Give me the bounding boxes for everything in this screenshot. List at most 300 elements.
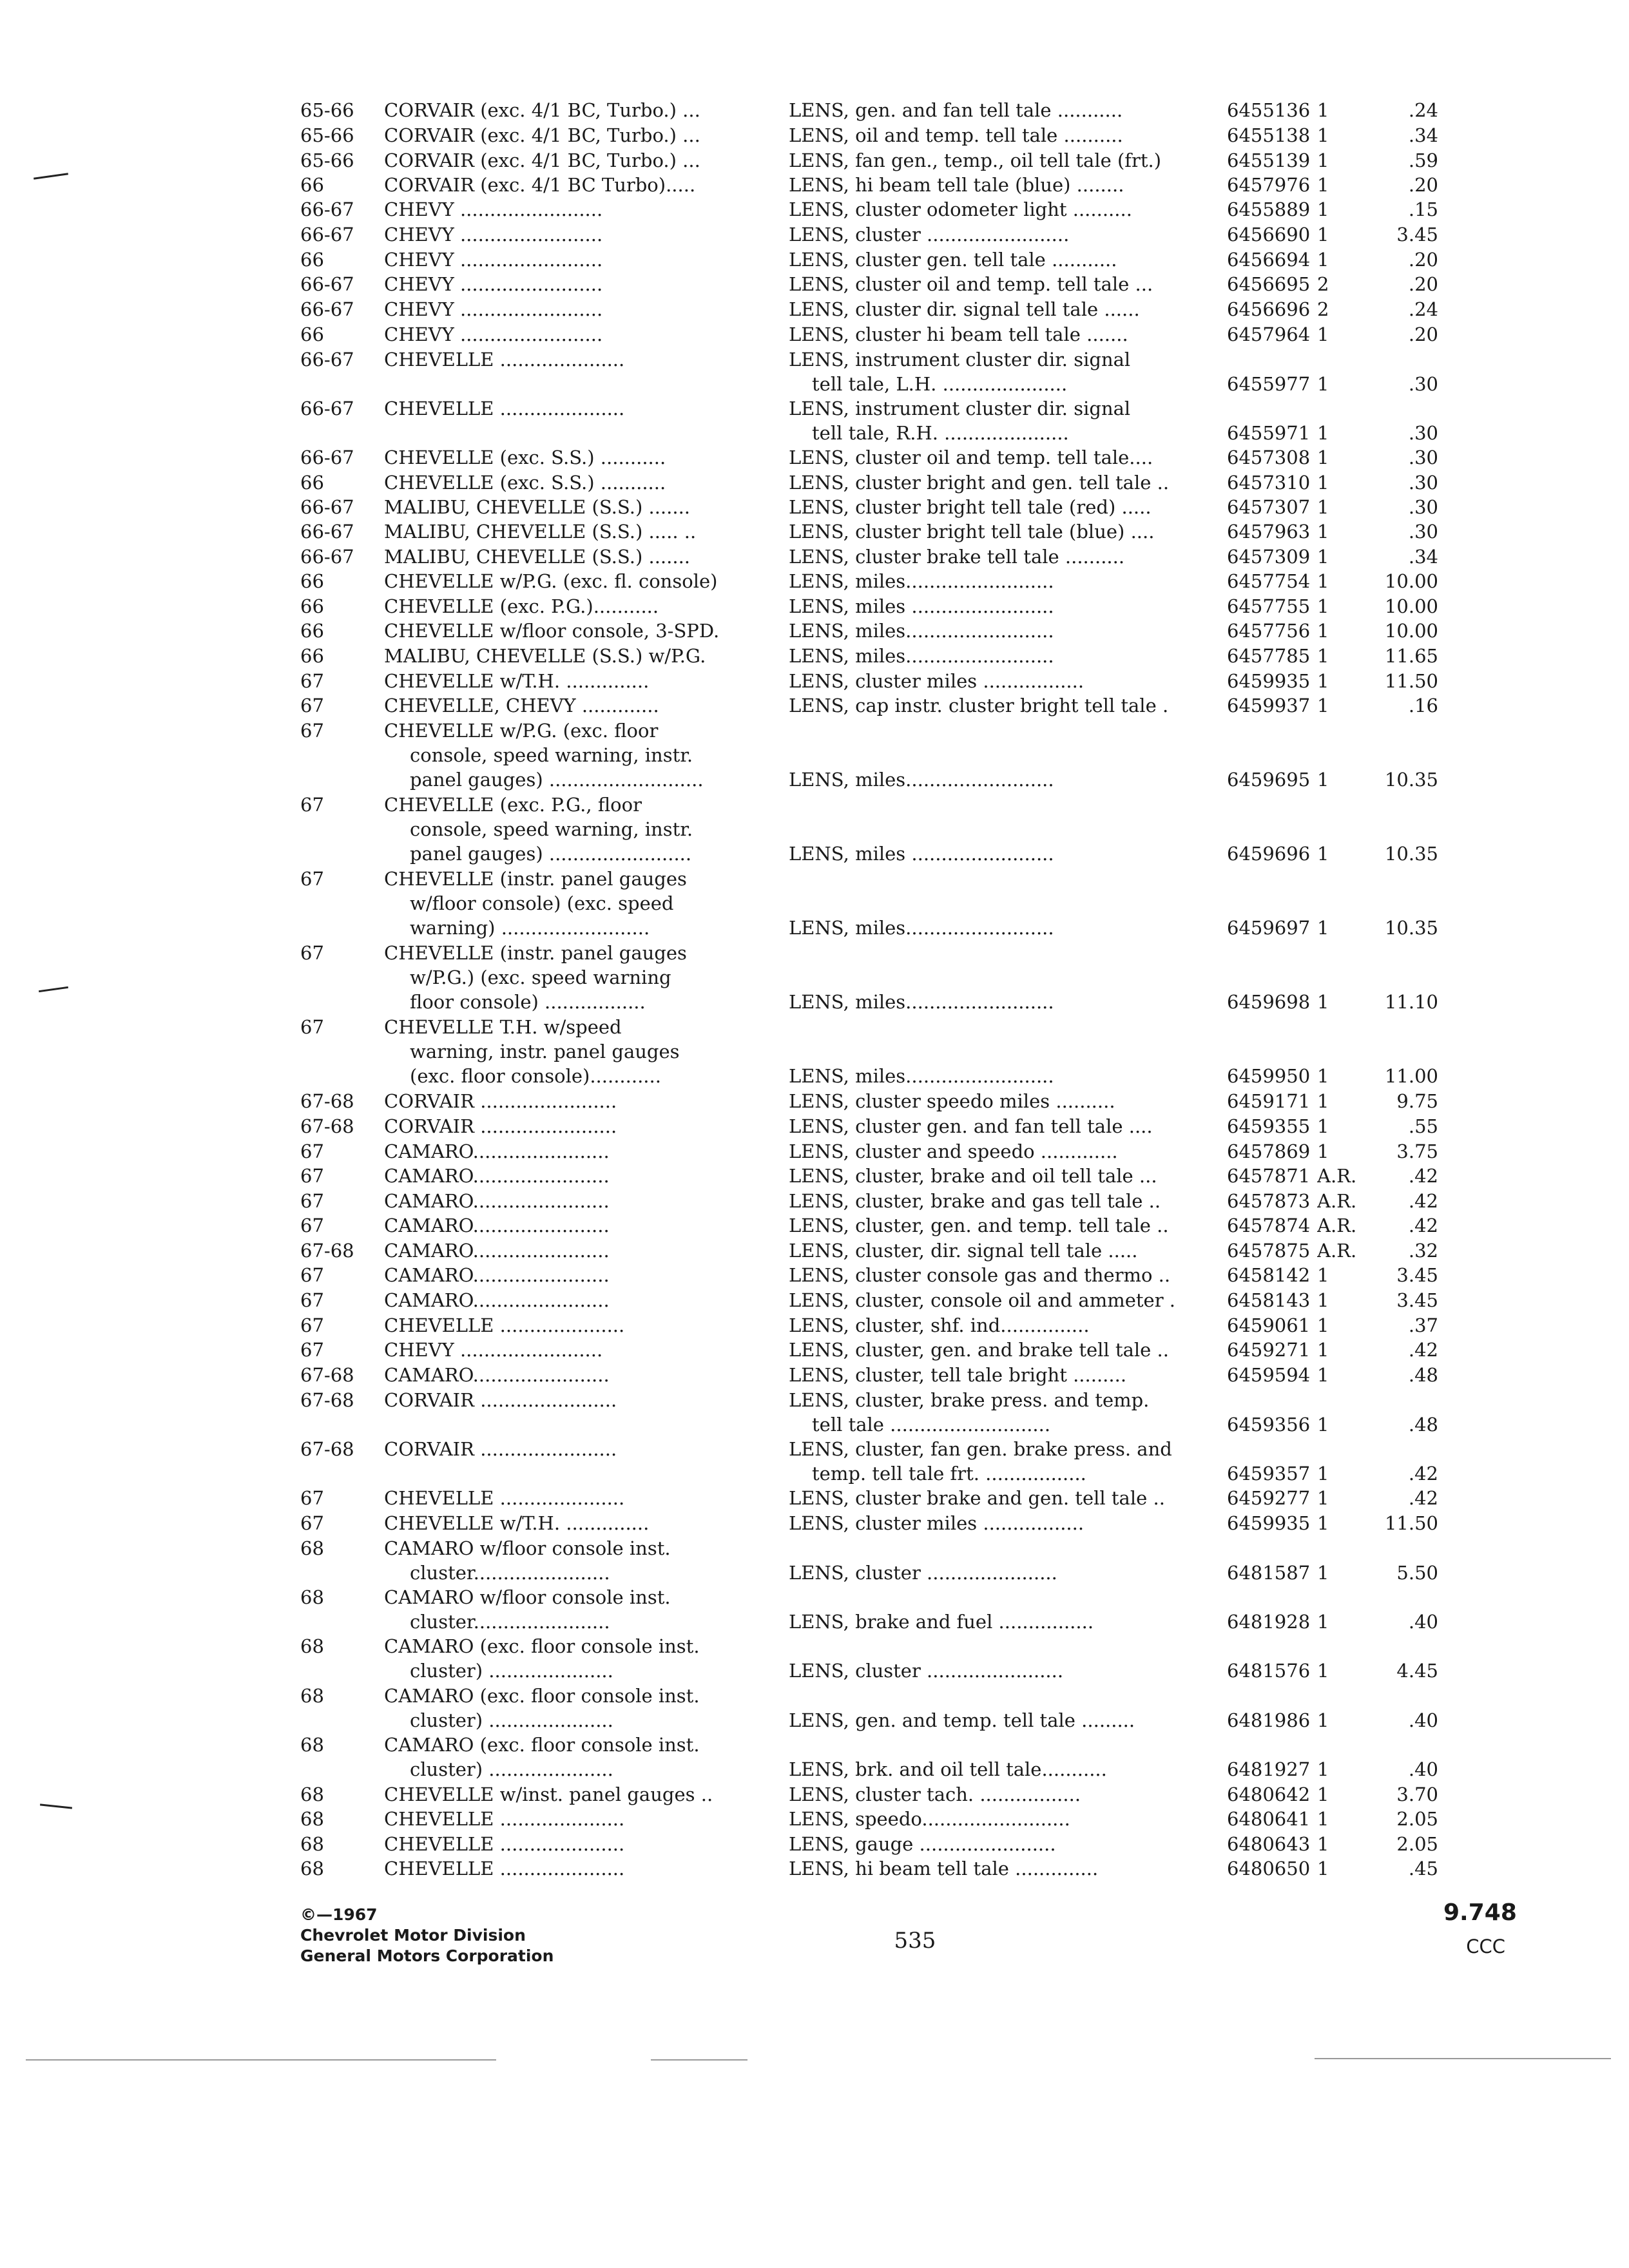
- model-year: 68: [300, 1833, 324, 1855]
- model-description: CHEVELLE w/T.H. ..............: [384, 1512, 650, 1534]
- price: .20: [1408, 174, 1438, 196]
- part-description: LENS, cluster, brake press. and temp.: [789, 1389, 1150, 1411]
- price: 4.45: [1396, 1660, 1438, 1682]
- price: 3.75: [1396, 1140, 1438, 1162]
- model-year: 68: [300, 1635, 324, 1657]
- model-description: CAMARO.......................: [384, 1215, 610, 1236]
- model-year: 67-68: [300, 1115, 354, 1137]
- quantity: 1: [1317, 1660, 1329, 1682]
- table-row: [0, 148, 1629, 173]
- quantity: 2: [1317, 273, 1329, 295]
- part-number: 6457976: [1227, 174, 1311, 196]
- corporation-text: General Motors Corporation: [300, 1946, 554, 1965]
- model-description: CHEVELLE .....................: [384, 1314, 625, 1336]
- model-description: CAMARO.......................: [384, 1264, 610, 1286]
- quantity: 1: [1317, 1833, 1329, 1855]
- price: 10.00: [1384, 570, 1438, 592]
- model-description: CHEVY ........................: [384, 273, 603, 295]
- quantity: 1: [1317, 546, 1329, 568]
- model-year: 67: [300, 942, 324, 964]
- model-year: 66: [300, 249, 324, 271]
- part-number: 6459061: [1227, 1314, 1311, 1336]
- model-description: CHEVELLE .....................: [384, 1808, 625, 1830]
- model-description: MALIBU, CHEVELLE (S.S.) w/P.G.: [384, 645, 706, 667]
- part-number: 6481928: [1227, 1611, 1311, 1633]
- model-description: CHEVELLE w/floor console, 3-SPD.: [384, 620, 720, 642]
- part-description: LENS, instrument cluster dir. signal: [789, 398, 1131, 419]
- quantity: 1: [1317, 521, 1329, 543]
- table-row: [0, 569, 1629, 593]
- part-description: LENS, instrument cluster dir. signal: [789, 349, 1131, 370]
- part-number: 6457307: [1227, 496, 1311, 518]
- model-year: 66: [300, 323, 324, 345]
- part-description: LENS, cluster speedo miles ..........: [789, 1090, 1115, 1112]
- model-description: CORVAIR (exc. 4/1 BC, Turbo.) ...: [384, 99, 700, 121]
- part-description: LENS, gauge .......................: [789, 1833, 1056, 1855]
- model-year: 68: [300, 1808, 324, 1830]
- model-year: 67-68: [300, 1240, 354, 1262]
- model-description: CHEVY ........................: [384, 249, 603, 271]
- part-number: 6480642: [1227, 1783, 1311, 1805]
- model-description: CHEVELLE (exc. S.S.) ...........: [384, 447, 666, 468]
- table-row: [0, 793, 1629, 866]
- table-row: [0, 1015, 1629, 1088]
- part-number: 6457963: [1227, 521, 1311, 543]
- model-year: 67: [300, 1215, 324, 1236]
- part-description: LENS, cluster gen. and fan tell tale ....: [789, 1115, 1153, 1137]
- model-year: 66: [300, 595, 324, 617]
- table-row: [0, 1782, 1629, 1807]
- part-number: 6459937: [1227, 695, 1311, 716]
- model-description: CHEVY ........................: [384, 1339, 603, 1361]
- part-number: 6457785: [1227, 645, 1311, 667]
- part-number: 6459935: [1227, 1512, 1311, 1534]
- part-description: LENS, brk. and oil tell tale...........: [789, 1758, 1107, 1780]
- part-number: 6457309: [1227, 546, 1311, 568]
- table-row: [0, 445, 1629, 470]
- part-description: LENS, cluster, gen. and temp. tell tale ..: [789, 1215, 1169, 1236]
- bottom-rule-mid: [651, 2059, 747, 2061]
- table-row: [0, 1238, 1629, 1263]
- price: .15: [1408, 198, 1438, 220]
- quantity: 1: [1317, 1115, 1329, 1137]
- table-row: [0, 347, 1629, 396]
- model-description: CAMARO.......................: [384, 1140, 610, 1162]
- part-description: LENS, miles.........................: [789, 570, 1054, 592]
- price: .30: [1408, 447, 1438, 468]
- model-year: 68: [300, 1537, 324, 1559]
- model-description: CORVAIR (exc. 4/1 BC Turbo).....: [384, 174, 696, 196]
- part-number: 6480650: [1227, 1858, 1311, 1879]
- model-year: 67-68: [300, 1438, 354, 1460]
- table-row: [0, 1139, 1629, 1164]
- part-description: LENS, cluster, brake and oil tell tale ...: [789, 1165, 1157, 1187]
- model-description: CAMARO (exc. floor console inst.: [384, 1635, 700, 1657]
- part-number: 6459695: [1227, 769, 1311, 791]
- model-description-cont: panel gauges) ..........................: [410, 769, 704, 791]
- price: 3.45: [1396, 1289, 1438, 1311]
- table-row: [0, 669, 1629, 693]
- quantity: 1: [1317, 224, 1329, 245]
- quantity: 1: [1317, 1808, 1329, 1830]
- model-year: 67: [300, 1512, 324, 1534]
- model-description: CORVAIR .......................: [384, 1438, 617, 1460]
- table-row: [0, 1189, 1629, 1213]
- table-row: [0, 272, 1629, 296]
- section-sub-code: CCC: [1466, 1936, 1505, 1957]
- price: .32: [1408, 1240, 1438, 1262]
- part-number: 6455136: [1227, 99, 1311, 121]
- part-description-cont: tell tale ...........................: [812, 1414, 1051, 1436]
- model-year: 67: [300, 1264, 324, 1286]
- part-description: LENS, cluster tach. .................: [789, 1783, 1081, 1805]
- price: .30: [1408, 422, 1438, 444]
- model-year: 68: [300, 1586, 324, 1608]
- model-description: CAMARO.......................: [384, 1364, 610, 1386]
- quantity: 1: [1317, 570, 1329, 592]
- price: .20: [1408, 273, 1438, 295]
- part-description: LENS, cluster ......................: [789, 1562, 1057, 1584]
- model-year: 66: [300, 472, 324, 494]
- quantity: 1: [1317, 595, 1329, 617]
- price: 9.75: [1396, 1090, 1438, 1112]
- price: .42: [1408, 1190, 1438, 1212]
- part-description: LENS, fan gen., temp., oil tell tale (frt.): [789, 149, 1162, 171]
- quantity: 1: [1317, 991, 1329, 1013]
- quantity: 1: [1317, 99, 1329, 121]
- model-year: 66-67: [300, 349, 354, 370]
- price: 3.45: [1396, 224, 1438, 245]
- table-row: [0, 1585, 1629, 1634]
- model-description: CAMARO.......................: [384, 1240, 610, 1262]
- table-row: [0, 1536, 1629, 1585]
- price: .34: [1408, 546, 1438, 568]
- model-year: 66-67: [300, 298, 354, 320]
- division-text: Chevrolet Motor Division: [300, 1926, 526, 1945]
- model-description: CHEVELLE T.H. w/speed: [384, 1016, 622, 1038]
- model-description: CAMARO w/floor console inst.: [384, 1586, 671, 1608]
- page-number: 535: [894, 1928, 936, 1954]
- table-row: [0, 1213, 1629, 1238]
- quantity: 1: [1317, 1783, 1329, 1805]
- footer-publisher: [300, 1905, 554, 1966]
- model-description: CORVAIR (exc. 4/1 BC, Turbo.) ...: [384, 124, 700, 146]
- price: .42: [1408, 1487, 1438, 1509]
- price: 3.70: [1396, 1783, 1438, 1805]
- table-row: [0, 1363, 1629, 1387]
- model-description: CHEVELLE (exc. P.G., floor: [384, 794, 642, 816]
- bottom-rule-left: [26, 2059, 496, 2061]
- part-description: LENS, cluster, gen. and brake tell tale ..: [789, 1339, 1169, 1361]
- table-row: [0, 1388, 1629, 1437]
- price: .42: [1408, 1463, 1438, 1485]
- model-year: 67: [300, 695, 324, 716]
- part-description: LENS, cluster oil and temp. tell tale....: [789, 447, 1153, 468]
- price: 11.50: [1384, 670, 1438, 692]
- model-description: CAMARO (exc. floor console inst.: [384, 1685, 700, 1707]
- part-number: 6457964: [1227, 323, 1311, 345]
- model-description: CAMARO w/floor console inst.: [384, 1537, 671, 1559]
- part-description: LENS, cluster ........................: [789, 224, 1070, 245]
- price: 10.35: [1384, 843, 1438, 865]
- table-row: [0, 1856, 1629, 1881]
- part-number: 6455139: [1227, 149, 1311, 171]
- bottom-rule-right: [1315, 2058, 1611, 2059]
- model-description: CHEVELLE .....................: [384, 349, 625, 370]
- table-row: [0, 941, 1629, 1014]
- price: .42: [1408, 1339, 1438, 1361]
- price: .24: [1408, 298, 1438, 320]
- part-number: 6459357: [1227, 1463, 1311, 1485]
- part-description: LENS, cluster bright tell tale (red) .....: [789, 496, 1152, 518]
- quantity: 1: [1317, 1562, 1329, 1584]
- price: 2.05: [1396, 1808, 1438, 1830]
- part-number: 6456695: [1227, 273, 1311, 295]
- price: 11.00: [1384, 1065, 1438, 1087]
- part-description: LENS, miles.........................: [789, 991, 1054, 1013]
- part-description: LENS, oil and temp. tell tale ..........: [789, 124, 1123, 146]
- quantity: 1: [1317, 1463, 1329, 1485]
- part-description: LENS, cluster bright and gen. tell tale ..: [789, 472, 1170, 494]
- model-description-cont: console, speed warning, instr.: [410, 744, 693, 766]
- part-number: 6459594: [1227, 1364, 1311, 1386]
- table-row: [0, 222, 1629, 247]
- table-row: [0, 123, 1629, 148]
- model-description: CHEVELLE w/inst. panel gauges ..: [384, 1783, 713, 1805]
- model-year: 66: [300, 620, 324, 642]
- part-description: LENS, miles ........................: [789, 595, 1054, 617]
- table-row: [0, 1263, 1629, 1287]
- part-number: 6455138: [1227, 124, 1311, 146]
- table-row: [0, 1114, 1629, 1139]
- part-number: 6459696: [1227, 843, 1311, 865]
- table-row: [0, 1511, 1629, 1535]
- model-description-cont: cluster) .....................: [410, 1709, 613, 1731]
- part-number: 6455977: [1227, 373, 1311, 395]
- part-number: 6459698: [1227, 991, 1311, 1013]
- model-description: CAMARO.......................: [384, 1190, 610, 1212]
- price: .48: [1408, 1364, 1438, 1386]
- part-description: LENS, gen. and fan tell tale ...........: [789, 99, 1123, 121]
- quantity: 1: [1317, 1140, 1329, 1162]
- part-description: LENS, hi beam tell tale ..............: [789, 1858, 1099, 1879]
- quantity: 1: [1317, 373, 1329, 395]
- model-year: 67: [300, 1016, 324, 1038]
- model-description-cont: w/floor console) (exc. speed: [410, 892, 674, 914]
- model-description: CAMARO (exc. floor console inst.: [384, 1734, 700, 1756]
- quantity: 1: [1317, 422, 1329, 444]
- part-number: 6456696: [1227, 298, 1311, 320]
- part-description: LENS, miles ........................: [789, 843, 1054, 865]
- part-number: 6481986: [1227, 1709, 1311, 1731]
- table-row: [0, 495, 1629, 519]
- part-description: LENS, cluster odometer light ..........: [789, 198, 1132, 220]
- table-row: [0, 867, 1629, 940]
- part-number: 6457308: [1227, 447, 1311, 468]
- model-description: CHEVY ........................: [384, 224, 603, 245]
- price: 10.00: [1384, 620, 1438, 642]
- price: .30: [1408, 521, 1438, 543]
- part-description: LENS, cluster brake tell tale ..........: [789, 546, 1125, 568]
- quantity: 1: [1317, 1512, 1329, 1534]
- price: .24: [1408, 99, 1438, 121]
- quantity: 1: [1317, 670, 1329, 692]
- part-number: 6459950: [1227, 1065, 1311, 1087]
- part-number: 6459171: [1227, 1090, 1311, 1112]
- model-description: CHEVELLE w/T.H. ..............: [384, 670, 650, 692]
- model-description: CHEVY ........................: [384, 298, 603, 320]
- model-year: 66-67: [300, 521, 354, 543]
- quantity: 1: [1317, 843, 1329, 865]
- price: .42: [1408, 1215, 1438, 1236]
- price: 11.50: [1384, 1512, 1438, 1534]
- model-description-cont: warning) .........................: [410, 917, 650, 939]
- table-row: [0, 98, 1629, 122]
- table-row: [0, 1437, 1629, 1486]
- price: .40: [1408, 1709, 1438, 1731]
- model-description-cont: cluster.......................: [410, 1562, 610, 1584]
- model-year: 66-67: [300, 447, 354, 468]
- table-row: [0, 1288, 1629, 1312]
- quantity: 1: [1317, 1414, 1329, 1436]
- model-description-cont: panel gauges) ........................: [410, 843, 692, 865]
- model-description-cont: console, speed warning, instr.: [410, 818, 693, 840]
- model-year: 67-68: [300, 1364, 354, 1386]
- part-number: 6457874: [1227, 1215, 1311, 1236]
- quantity: 1: [1317, 198, 1329, 220]
- part-description: LENS, cluster, shf. ind...............: [789, 1314, 1090, 1336]
- model-description-cont: cluster) .....................: [410, 1758, 613, 1780]
- quantity: A.R.: [1317, 1240, 1357, 1262]
- part-description: LENS, gen. and temp. tell tale .........: [789, 1709, 1135, 1731]
- model-year: 66: [300, 570, 324, 592]
- quantity: 1: [1317, 249, 1329, 271]
- quantity: 1: [1317, 1364, 1329, 1386]
- model-description: CHEVELLE .....................: [384, 1487, 625, 1509]
- table-row: [0, 322, 1629, 347]
- price: 10.35: [1384, 769, 1438, 791]
- model-year: 67: [300, 720, 324, 742]
- part-number: 6458143: [1227, 1289, 1311, 1311]
- price: 11.10: [1384, 991, 1438, 1013]
- price: 11.65: [1384, 645, 1438, 667]
- price: .20: [1408, 323, 1438, 345]
- part-description: LENS, cluster bright tell tale (blue) ....: [789, 521, 1155, 543]
- table-row: [0, 519, 1629, 544]
- model-description: CORVAIR .......................: [384, 1389, 617, 1411]
- price: .40: [1408, 1758, 1438, 1780]
- part-description: LENS, cluster, console oil and ammeter .: [789, 1289, 1175, 1311]
- part-number: 6457310: [1227, 472, 1311, 494]
- part-description: LENS, cluster gen. tell tale ...........: [789, 249, 1117, 271]
- model-description: CHEVELLE .....................: [384, 398, 625, 419]
- part-description: LENS, cap instr. cluster bright tell tale .: [789, 695, 1169, 716]
- model-description: CHEVELLE w/P.G. (exc. floor: [384, 720, 659, 742]
- model-description: MALIBU, CHEVELLE (S.S.) .......: [384, 496, 691, 518]
- part-description-cont: temp. tell tale frt. .................: [812, 1463, 1086, 1485]
- table-row: [0, 644, 1629, 668]
- part-number: 6455971: [1227, 422, 1311, 444]
- model-year: 65-66: [300, 99, 354, 121]
- part-number: 6458142: [1227, 1264, 1311, 1286]
- table-row: [0, 544, 1629, 569]
- part-number: 6457875: [1227, 1240, 1311, 1262]
- quantity: A.R.: [1317, 1215, 1357, 1236]
- part-number: 6459935: [1227, 670, 1311, 692]
- part-description: LENS, cluster and speedo .............: [789, 1140, 1118, 1162]
- part-number: 6459697: [1227, 917, 1311, 939]
- table-row: [0, 594, 1629, 619]
- table-row: [0, 197, 1629, 222]
- copyright-text: ©—1967: [300, 1905, 378, 1924]
- part-description: LENS, miles.........................: [789, 645, 1054, 667]
- part-description-cont: tell tale, L.H. .....................: [812, 373, 1068, 395]
- quantity: 1: [1317, 1858, 1329, 1879]
- model-year: 66-67: [300, 496, 354, 518]
- model-description: CAMARO.......................: [384, 1289, 610, 1311]
- price: 5.50: [1396, 1562, 1438, 1584]
- quantity: 1: [1317, 1314, 1329, 1336]
- model-description: CORVAIR .......................: [384, 1090, 617, 1112]
- quantity: 1: [1317, 1289, 1329, 1311]
- quantity: 1: [1317, 695, 1329, 716]
- table-row: [0, 297, 1629, 322]
- model-description: CHEVELLE (exc. S.S.) ...........: [384, 472, 666, 494]
- table-row: [0, 1486, 1629, 1510]
- model-year: 66-67: [300, 224, 354, 245]
- quantity: 1: [1317, 124, 1329, 146]
- part-description: LENS, hi beam tell tale (blue) ........: [789, 174, 1124, 196]
- price: .16: [1408, 695, 1438, 716]
- model-year: 68: [300, 1783, 324, 1805]
- model-year: 67: [300, 1314, 324, 1336]
- quantity: 1: [1317, 645, 1329, 667]
- table-row: [0, 1164, 1629, 1188]
- model-description: CHEVELLE .....................: [384, 1833, 625, 1855]
- part-description: LENS, cluster, dir. signal tell tale .....: [789, 1240, 1138, 1262]
- quantity: A.R.: [1317, 1190, 1357, 1212]
- price: .37: [1408, 1314, 1438, 1336]
- part-number: 6457754: [1227, 570, 1311, 592]
- quantity: 1: [1317, 620, 1329, 642]
- model-year: 67-68: [300, 1389, 354, 1411]
- part-description: LENS, speedo.........................: [789, 1808, 1070, 1830]
- price: .59: [1408, 149, 1438, 171]
- part-number: 6459277: [1227, 1487, 1311, 1509]
- model-year: 67: [300, 1339, 324, 1361]
- model-description-cont: floor console) .................: [410, 991, 646, 1013]
- quantity: 1: [1317, 769, 1329, 791]
- quantity: 1: [1317, 447, 1329, 468]
- part-number: 6457756: [1227, 620, 1311, 642]
- model-description: CHEVELLE (exc. P.G.)...........: [384, 595, 659, 617]
- model-year: 66-67: [300, 398, 354, 419]
- model-year: 66-67: [300, 198, 354, 220]
- model-year: 68: [300, 1685, 324, 1707]
- table-row: [0, 1807, 1629, 1831]
- model-description-cont: w/P.G.) (exc. speed warning: [410, 966, 671, 988]
- part-number: 6480641: [1227, 1808, 1311, 1830]
- model-year: 67: [300, 670, 324, 692]
- model-description-cont: warning, instr. panel gauges: [410, 1041, 680, 1062]
- model-year: 66-67: [300, 273, 354, 295]
- part-description: LENS, miles.........................: [789, 1065, 1054, 1087]
- model-description-cont: cluster) .....................: [410, 1660, 613, 1682]
- part-description: LENS, cluster dir. signal tell tale ......: [789, 298, 1140, 320]
- part-number: 6456694: [1227, 249, 1311, 271]
- part-number: 6456690: [1227, 224, 1311, 245]
- part-description: LENS, cluster .......................: [789, 1660, 1064, 1682]
